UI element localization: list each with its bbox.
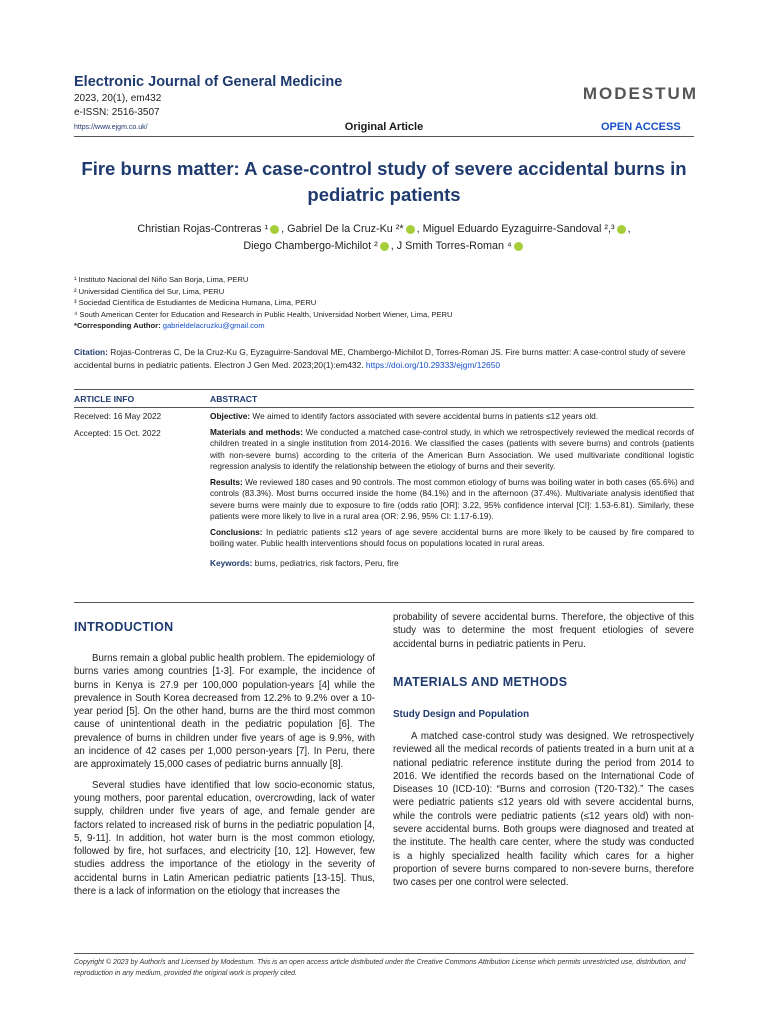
- abstract-results: Results: We reviewed 180 cases and 90 controls. The most common etiology of burns was boiling water in both cases (65.6%) and controls (83.3%). Most burns occurred inside the home (84.1%) and in the afternoon (37.4%). Multivariate analysis identified that severe burns were mainly due to exposure to fire (odds ratio [OR]: 3.22, 95% confidence interval [CI]: 1.53-6.81). Similarly, these patients were more likely to live in a rural area (OR: 2.96, 95% CI: 1.17-6.19).: [210, 476, 694, 521]
- intro-continuation: [393, 611, 694, 651]
- journal-volume: 2023, 20(1), em432: [74, 93, 162, 104]
- methods-body: [393, 730, 694, 890]
- orcid-icon[interactable]: [514, 242, 523, 251]
- abstract-objective: Objective: We aimed to identify factors associated with severe accidental burns in patients ≤12 years old.: [210, 411, 599, 421]
- journal-name: Electronic Journal of General Medicine: [74, 74, 343, 90]
- footer-divider: [74, 953, 694, 954]
- author-3: , Miguel Eduardo Eyzaguirre-Sandoval ²,³: [416, 223, 615, 235]
- intro-paragraph-1: Burns remain a global public health problem. The epidemiology of burns varies among countries [1-3]. For example, the incidence of burns in Kenya is 27.9 per 100,000 population-years [4] while the prevalence in South Korea decreased from 12.2% to 9.2% over a 10-year period [5]. On the other hand, burns are the third most common cause of unintentional death in the pediatric population [6]. The prevalence of burns in children under five years of age is 9.9%, with an incidence of 42 cases per 1,000 person-years [7]. In Peru, there are approximately 15,000 cases of pediatric burns annually [8].: [74, 653, 375, 771]
- citation-label: Citation:: [74, 347, 111, 357]
- corresponding-email-link[interactable]: gabrieldelacruzku@gmail.com: [162, 321, 265, 330]
- journal-url-link[interactable]: https://www.ejgm.co.uk/: [74, 124, 148, 131]
- title-line-1: Fire burns matter: A case-control study of severe accidental burns in: [81, 158, 687, 179]
- study-design-subheading: Study Design and Population: [393, 709, 530, 720]
- methods-heading: MATERIALS AND METHODS: [393, 675, 568, 689]
- methods-paragraph-1: A matched case-control study was designed. We retrospectively reviewed all the medical records of patients treated in a burn unit at a national pediatric reference institute during the period from 2014 to 2016. We identified the records based on the International Code of Diseases 10 (ICD-10): “Burns and corrosion (T20-T32).” The cases were pediatric patients ≤12 years old with severe accidental burns, while the controls were pediatric patients (≤12 years old) with non-severe accidental burns. Both groups were diagnosed and treated at the institute. The health care center, where the study was conducted is a highly specialized health facility which cares for a higher proportion of severe burns compared to non-severe burns, therefore two cases per one control were selected.: [393, 731, 694, 889]
- info-header-divider: [74, 407, 694, 408]
- affiliation-4: ⁴ South American Center for Education and Research in Public Health, Universidad Norbert Wiener, Lima, PERU: [74, 309, 453, 319]
- doi-link[interactable]: https://doi.org/10.29333/ejgm/12650: [365, 360, 501, 370]
- citation-text: Rojas-Contreras C, De la Cruz-Ku G, Eyzaguirre-Sandoval ME, Chambergo-Michilot D, Torres-Roman JS. Fire burns matter: A case-control study of severe accidental burns in pediatric patients. Electron J Gen Med. 2023;20(1):em432.: [74, 347, 686, 370]
- abstract-bottom-divider: [74, 602, 694, 603]
- article-title: [60, 156, 708, 208]
- introduction-body: [74, 652, 375, 898]
- corresponding-label: *Corresponding Author:: [74, 321, 163, 330]
- title-line-2: pediatric patients: [307, 184, 461, 205]
- citation-block: [74, 346, 694, 372]
- affiliations: [74, 274, 453, 332]
- orcid-icon[interactable]: [617, 225, 626, 234]
- abstract-body: [210, 411, 694, 569]
- author-5: , J Smith Torres-Roman ⁴: [390, 240, 512, 252]
- abstract-conclusions: Conclusions: In pediatric patients ≤12 years of age severe accidental burns are more likely to be caused by fire compared to boiling water. Public health interventions should focus on populations located in rural areas.: [210, 526, 694, 548]
- abstract-heading: ABSTRACT: [210, 394, 258, 404]
- orcid-icon[interactable]: [270, 225, 279, 234]
- article-info-heading: ARTICLE INFO: [74, 394, 135, 404]
- orcid-icon[interactable]: [380, 242, 389, 251]
- intro-paragraph-2: Several studies have identified that low socio-economic status, young mothers, poor parental education, overcrowding, lack of water supply, children under five years of age, and female gender are factors related to increased risk of burns in the pediatric population [4, 5, 9-11]. In addition, hot water burn is the most common etiology, followed by fire, hot surfaces, and electricity [10, 12]. However, few studies address the importance of the etiology in the severity of accidental burns in Latin American pediatric patients [13-15]. Thus, there is a lack of information on the etiology that increases the: [74, 779, 375, 898]
- affiliation-1: ¹ Instituto Nacional del Niño San Borja, Lima, PERU: [74, 275, 249, 284]
- author-list: Christian Rojas-Contreras ¹ , Gabriel De la Cruz-Ku ²* , Miguel Eduardo Eyzaguirre-Sandoval ²,³ , Diego Chambergo-Michilot ² , J Smith Torres-Roman ⁴: [137, 223, 631, 252]
- orcid-icon[interactable]: [406, 225, 415, 234]
- info-top-divider: [74, 389, 694, 390]
- received-date: Received: 16 May 2022: [74, 411, 162, 421]
- abstract-keywords: Keywords: burns, pediatrics, risk factors, Peru, fire: [210, 557, 399, 568]
- copyright-footer: Copyright © 2023 by Author/s and Licensed by Modestum. This is an open access article distributed under the Creative Commons Attribution License which permits unrestricted use, distribution, and reproduction in any medium, provided the original work is properly cited.: [74, 959, 686, 977]
- abstract-methods: Materials and methods: We conducted a matched case-control study, in which we retrospectively reviewed the medical records of children treated in a single institution from 2014-2016. We classified the cases (patients with severe burns) and controls (patients with non-severe burns) according to the criteria of the American Burn Association. We used multivariate conditional logistic regression analysis to identify the relationship between the etiology of burns and their severity.: [210, 426, 694, 471]
- author-2: , Gabriel De la Cruz-Ku ²*: [281, 223, 404, 235]
- author-4: Diego Chambergo-Michilot ²: [243, 240, 378, 252]
- affiliation-3: ³ Sociedad Científica de Estudiantes de Medicina Humana, Lima, PERU: [74, 298, 317, 307]
- header-divider: [74, 136, 694, 137]
- journal-issn: e-ISSN: 2516-3507: [74, 107, 160, 118]
- introduction-heading: INTRODUCTION: [74, 620, 174, 634]
- article-type: Original Article: [344, 121, 424, 133]
- affiliation-2: ² Universidad Científica del Sur, Lima, PERU: [74, 286, 225, 296]
- accepted-date: Accepted: 15 Oct. 2022: [74, 428, 161, 438]
- publisher-logo: MODESTUM: [582, 84, 698, 103]
- intro-paragraph-3: probability of severe accidental burns. Therefore, the objective of this study was to determine the most frequent etiologies of severe accidental burns in pediatric patients in Peru.: [393, 612, 694, 650]
- author-1: Christian Rojas-Contreras ¹: [137, 223, 269, 235]
- open-access-badge: OPEN ACCESS: [601, 121, 681, 133]
